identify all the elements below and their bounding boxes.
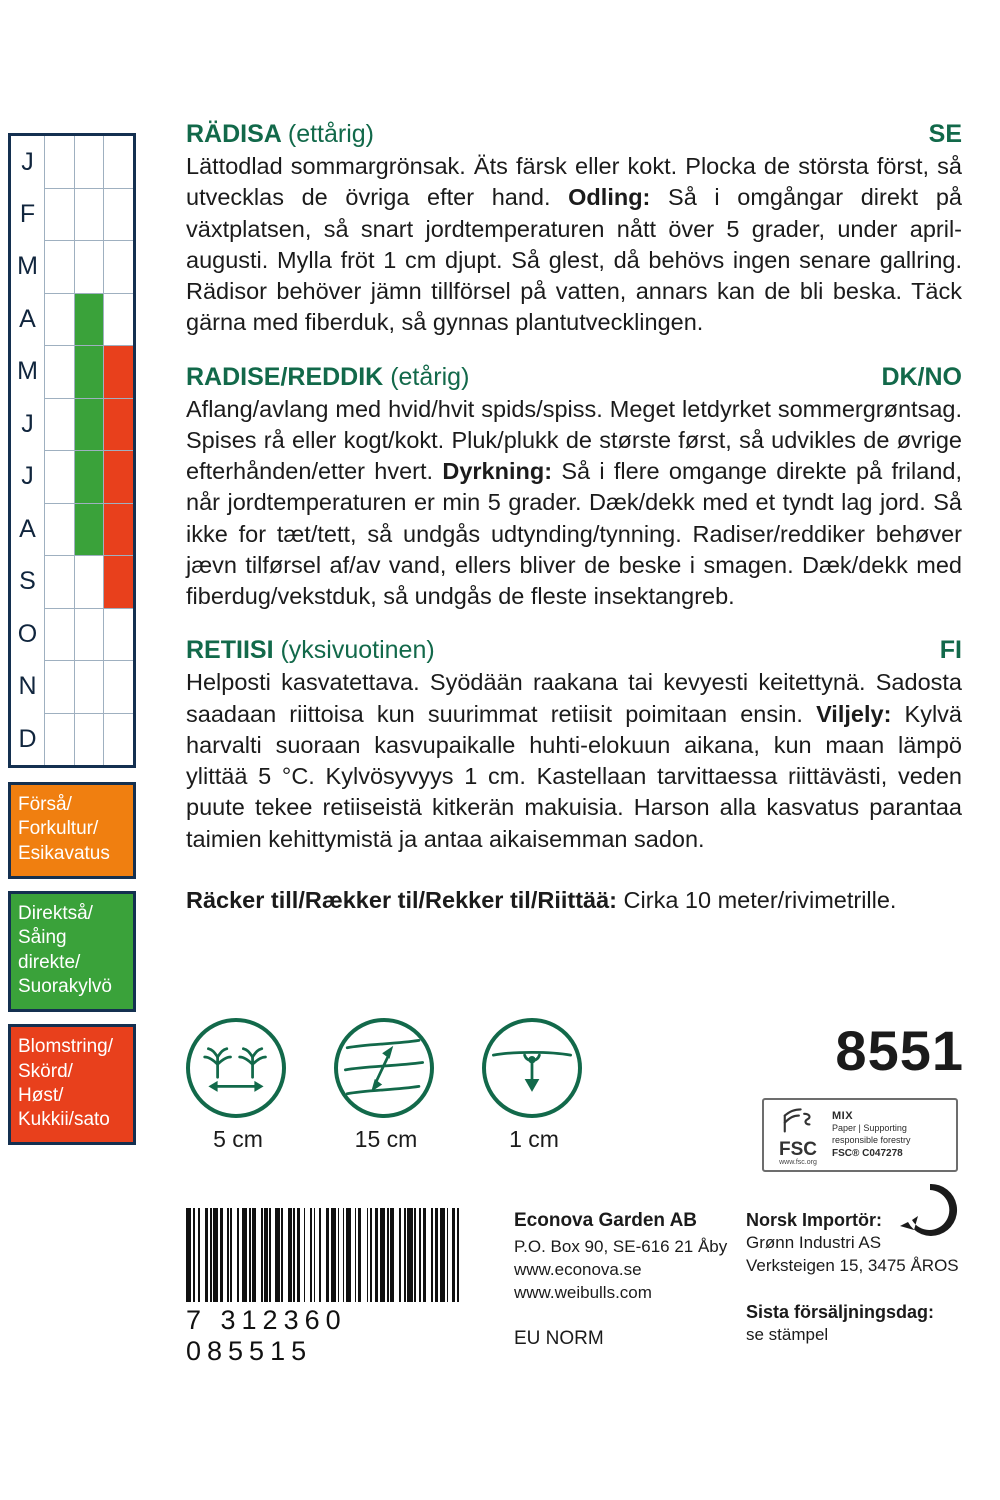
legend-line: Såing (18, 927, 67, 949)
calendar-row (10, 135, 135, 189)
barcode-bars (186, 1208, 464, 1302)
language-section-fi (186, 636, 962, 855)
calendar-cell-empty (45, 713, 75, 767)
calendar-legend (8, 782, 136, 1145)
calendar-cell-empty (45, 451, 75, 504)
calendar-cell-empty (45, 241, 75, 294)
company-info (514, 1208, 734, 1352)
calendar-cell-red (104, 398, 135, 451)
calendar-cell-empty (104, 713, 135, 767)
importer-info (746, 1208, 976, 1347)
calendar-row (10, 398, 135, 451)
company-website-2: www.weibulls.com (514, 1282, 652, 1302)
calendar-row (10, 608, 135, 661)
last-sale-date-title: Sista försäljningsdag: (746, 1302, 935, 1323)
calendar-cell-empty (45, 503, 75, 556)
calendar-month-label: A (10, 293, 45, 346)
calendar-month-label: F (10, 188, 45, 241)
fsc-logo (770, 1105, 826, 1166)
legend-pre-culture (8, 782, 136, 879)
legend-line: Kukkii/sato (18, 1109, 110, 1131)
legend-line: Förså/ (18, 794, 72, 815)
row-coverage-label: Räcker till/Rækker til/Rekker til/Riittää: (186, 886, 618, 913)
calendar-cell-empty (104, 241, 135, 294)
calendar-cell-red (104, 556, 135, 609)
calendar-cell-empty (45, 556, 75, 609)
row-spacing-icon (334, 1018, 434, 1118)
legend-line: Høst/ (18, 1084, 64, 1106)
calendar-cell-green (74, 503, 104, 556)
row-spacing-caption: 15 cm (354, 1126, 418, 1152)
language-section-title (186, 363, 469, 392)
fsc-line-2: responsible forestry (832, 1134, 911, 1145)
calendar-cell-empty (45, 608, 75, 661)
sowing-depth-caption: 1 cm (509, 1126, 559, 1152)
calendar-month-label: S (10, 556, 45, 609)
importer-name: Grønn Industri AS (746, 1233, 882, 1253)
language-section-body: Lättodlad sommargrönsak. Äts färsk eller kokt. Plocka de största först, så utvecklas de övriga efter hand. Odling: Så i omgångar direkt på växtplatsen, så snart jordtemperaturen nått över 5 grader, under april-augusti. Mylla fröt 1 cm djupt. Så glest, då behövs ingen senare gallring. Rädisor behöver jämn tillförsel på vatten, annars kan de bli beska. Täck gärna med fiberduk, så gynnas plantutvecklingen. (186, 153, 962, 336)
calendar-cell-empty (45, 346, 75, 399)
calendar-row (10, 503, 135, 556)
calendar-row (10, 713, 135, 767)
calendar-month-label: J (10, 398, 45, 451)
calendar-row (10, 241, 135, 294)
calendar-row (10, 556, 135, 609)
language-code: DK/NO (881, 362, 962, 391)
calendar-row (10, 346, 135, 399)
crop-lifecycle: (etårig) (390, 362, 470, 391)
language-section-header (186, 636, 962, 665)
barcode-digits: 7 312360 085515 (186, 1305, 347, 1366)
sowing-depth-icon (482, 1018, 582, 1118)
calendar-cell-red (104, 451, 135, 504)
calendar-cell-red (104, 346, 135, 399)
calendar-cell-empty (45, 398, 75, 451)
icon-item-sowing-depth (482, 1018, 586, 1153)
calendar-cell-empty (74, 713, 104, 767)
article-number: 8551 (835, 1019, 964, 1082)
icon-item-plant-spacing (186, 1018, 290, 1153)
calendar-cell-red (104, 503, 135, 556)
crop-lifecycle: (ettårig) (287, 120, 375, 148)
calendar-month-label: A (10, 503, 45, 556)
language-section-header (186, 120, 962, 149)
language-code: FI (939, 636, 962, 665)
language-section-header (186, 363, 962, 392)
calendar-row (10, 661, 135, 714)
language-section-title (186, 636, 435, 665)
calendar-cell-empty (74, 241, 104, 294)
sowing-calendar-panel (8, 133, 136, 1145)
legend-line: Esikavatus (18, 842, 110, 864)
legend-spacer (8, 879, 136, 891)
calendar-month-label: O (10, 608, 45, 661)
importer-title: Norsk Importör: (746, 1210, 883, 1230)
crop-name: RADISE/REDDIK (186, 362, 384, 391)
last-sale-date-value: se stämpel (746, 1325, 829, 1345)
fsc-url-text: www.fsc.org (779, 1158, 817, 1166)
fsc-line-1: Paper | Supporting (832, 1123, 907, 1134)
legend-line: Suorakylvö (18, 975, 112, 997)
calendar-cell-empty (74, 661, 104, 714)
importer-address: Verksteigen 15, 3475 ÅROS (746, 1256, 959, 1276)
fsc-mix-label: MIX (832, 1109, 854, 1122)
calendar-cell-empty (104, 188, 135, 241)
calendar-cell-green (74, 293, 104, 346)
calendar-month-label: M (10, 346, 45, 399)
calendar-cell-empty (45, 135, 75, 189)
calendar-cell-empty (74, 135, 104, 189)
legend-harvest (8, 1024, 136, 1145)
company-name: Econova Garden AB (514, 1210, 698, 1231)
crop-name: RÄDISA (186, 120, 281, 148)
barcode-bar (459, 1208, 464, 1302)
calendar-row (10, 293, 135, 346)
fsc-details (832, 1110, 911, 1161)
calendar-cell-empty (104, 608, 135, 661)
calendar-cell-empty (74, 608, 104, 661)
legend-line: Forkultur/ (18, 818, 99, 840)
instructions-content (186, 120, 962, 915)
legend-line: Skörd/ (18, 1060, 73, 1082)
company-website-1: www.econova.se (514, 1259, 642, 1279)
eu-norm-label: EU NORM (514, 1328, 604, 1350)
language-section-dk-no (186, 363, 962, 613)
calendar-cell-empty (104, 293, 135, 346)
row-coverage-value: Cirka 10 meter/rivimetrille. (623, 886, 897, 913)
calendar-month-label: M (10, 241, 45, 294)
legend-line: Blomstring/ (18, 1036, 114, 1058)
calendar-cell-empty (74, 188, 104, 241)
calendar-cell-empty (45, 293, 75, 346)
language-section-se (186, 120, 962, 339)
fsc-certification-box (762, 1098, 958, 1172)
growing-icons-row (186, 1018, 606, 1153)
sowing-calendar-grid (8, 133, 136, 768)
legend-line: Direktså/ (18, 902, 93, 924)
crop-name: RETIISI (186, 636, 274, 665)
calendar-month-label: N (10, 661, 45, 714)
calendar-cell-empty (104, 135, 135, 189)
calendar-cell-empty (104, 661, 135, 714)
calendar-row (10, 188, 135, 241)
crop-lifecycle: (yksivuotinen) (280, 636, 435, 665)
plant-spacing-icon (186, 1018, 286, 1118)
calendar-month-label: J (10, 451, 45, 504)
calendar-cell-empty (45, 188, 75, 241)
language-section-title (186, 120, 374, 149)
calendar-cell-empty (45, 661, 75, 714)
legend-direct-sowing (8, 891, 136, 1012)
fsc-code: FSC® C047278 (832, 1147, 903, 1159)
icon-item-row-spacing (334, 1018, 438, 1153)
legend-line: direkte/ (18, 951, 81, 973)
calendar-cell-green (74, 398, 104, 451)
calendar-month-label: J (10, 135, 45, 189)
language-code: SE (928, 120, 962, 148)
calendar-cell-green (74, 451, 104, 504)
barcode (186, 1208, 476, 1367)
calendar-cell-green (74, 346, 104, 399)
company-address: P.O. Box 90, SE-616 21 Åby (514, 1236, 728, 1256)
calendar-cell-empty (74, 556, 104, 609)
language-section-body: Helposti kasvatettava. Syödään raakana tai kevyesti keitettynä. Sadosta saadaan riittoisa kun suurimmat retiisit poimitaan ensin. Viljely: Kylvä harvalti suoraan kasvupaikalle huhti-elokuun aikana, kun maan lämpö ylittää 5 °C. Kylvösyvyys 1 cm. Kastellaan tarvittaessa riittävästi, veden puute tekee retiiseistä kitkerän makuisia. Harson alla kasvatus parantaa taimien kehittymistä ja antaa aikaisemman sadon. (186, 669, 962, 852)
language-section-body: Aflang/avlang med hvid/hvit spids/spiss. Meget letdyrket sommergrøntsag. Spises rå eller kogt/kokt. Pluk/plukk de største først, så udvikles de øvrige efterhånden/etter hvert. Dyrkning: Så i flere omgange direkte på friland, når jordtemperaturen er min 5 grader. Dæk/dekk med et tyndt lag jord. Så ikke for tæt/tett, så undgås udtynding/tynning. Radiser/reddiker behøver jævn tilførsel af/av vand, ellers bliver de beske i smagen. Dæk/dekk med fiberdug/vekstduk, så undgås de fleste insektangreb. (186, 395, 962, 609)
plant-spacing-caption: 5 cm (213, 1126, 263, 1152)
calendar-row (10, 451, 135, 504)
row-coverage-note (186, 885, 962, 916)
fsc-mark-text: FSC (779, 1138, 817, 1160)
legend-spacer (8, 1012, 136, 1024)
calendar-month-label: D (10, 713, 45, 767)
